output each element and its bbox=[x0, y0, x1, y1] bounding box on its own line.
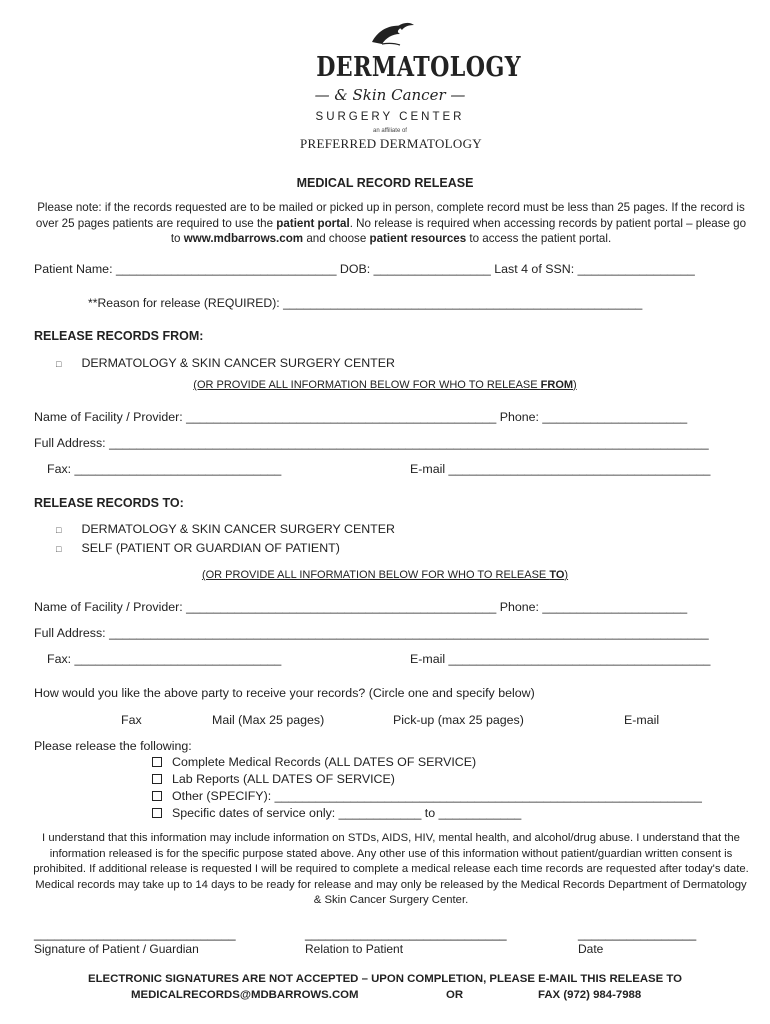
to-provide-note: (OR PROVIDE ALL INFORMATION BELOW FOR WHO TO RELEASE TO) bbox=[201, 569, 569, 581]
from-option-dscsc[interactable] bbox=[56, 356, 395, 370]
to-address-line[interactable]: Full Address: _______________________________________________________________________________________ bbox=[34, 626, 709, 640]
release-to-header: RELEASE RECORDS TO: bbox=[34, 496, 184, 510]
note-website: www.mdbarrows.com bbox=[183, 232, 304, 245]
to-option-label-1: DERMATOLOGY & SKIN CANCER SURGERY CENTER bbox=[81, 522, 395, 536]
footer-email[interactable]: MEDICALRECORDS@MDBARROWS.COM bbox=[131, 989, 359, 1001]
release-from-header: RELEASE RECORDS FROM: bbox=[34, 329, 204, 343]
note-patient-resources: patient resources bbox=[369, 232, 467, 245]
to-fax-line[interactable]: Fax: ______________________________ bbox=[47, 652, 282, 666]
note-text-1: Please note: if the records requested are to be mailed or picked up in person, complete record must be less than 25 pages. If the record is over 25 pages patients are required to use the bbox=[35, 201, 745, 230]
from-option-label: DERMATOLOGY & SKIN CANCER SURGERY CENTER bbox=[81, 356, 395, 370]
footer-fax: FAX (972) 984-7988 bbox=[538, 989, 642, 1001]
signature-line[interactable]: _____________________________ bbox=[34, 927, 236, 941]
logo bbox=[300, 12, 521, 151]
to-option-self[interactable] bbox=[56, 541, 340, 555]
release-item-other[interactable]: Other (SPECIFY): ______________________________________________________________ bbox=[152, 789, 702, 803]
footer-line-1: ELECTRONIC SIGNATURES ARE NOT ACCEPTED – UPON COMPLETION, PLEASE E-MAIL THIS RELEASE TO bbox=[87, 973, 683, 985]
to-facility-line[interactable]: Name of Facility / Provider: _____________________________________________ Phone: _____________________ bbox=[34, 600, 688, 614]
reason-line[interactable]: **Reason for release (REQUIRED): _____________________________________________________ bbox=[88, 296, 643, 310]
note-text-3: and choose bbox=[303, 232, 370, 245]
from-provide-note: (OR PROVIDE ALL INFORMATION BELOW FOR WHO TO RELEASE FROM) bbox=[193, 379, 577, 391]
logo-affiliate-text: an affiliate of bbox=[373, 128, 407, 134]
note-text-2: . No release is required when accessing records by patient portal – please go to bbox=[170, 216, 747, 245]
from-facility-line[interactable]: Name of Facility / Provider: _____________________________________________ Phone: _____________________ bbox=[34, 410, 688, 424]
checkbox-icon[interactable] bbox=[152, 808, 162, 818]
logo-preferred-text: PREFERRED DERMATOLOGY bbox=[300, 136, 482, 151]
footer-or: OR bbox=[446, 989, 464, 1001]
checkbox-icon[interactable] bbox=[152, 791, 162, 801]
date-line[interactable]: _________________ bbox=[578, 927, 697, 941]
date-label: Date bbox=[578, 942, 604, 956]
to-option-dscsc[interactable] bbox=[56, 522, 395, 536]
checkbox-icon[interactable] bbox=[152, 774, 162, 784]
checkbox-icon[interactable]: □ bbox=[56, 544, 62, 554]
patient-info-line[interactable]: Patient Name: ________________________________ DOB: _________________ Last 4 of SSN: _________________ bbox=[34, 262, 695, 276]
to-option-label-2: SELF (PATIENT OR GUARDIAN OF PATIENT) bbox=[81, 541, 340, 555]
receive-option-mail[interactable]: Mail (Max 25 pages) bbox=[212, 713, 325, 727]
release-label: Please release the following: bbox=[34, 739, 192, 753]
from-fax-line[interactable]: Fax: ______________________________ bbox=[47, 462, 282, 476]
receive-option-pickup[interactable]: Pick-up (max 25 pages) bbox=[393, 713, 524, 727]
release-item-complete[interactable]: Complete Medical Records (ALL DATES OF SERVICE) bbox=[152, 755, 476, 769]
checkbox-icon[interactable] bbox=[152, 757, 162, 767]
from-address-line[interactable]: Full Address: _______________________________________________________________________________________ bbox=[34, 436, 709, 450]
release-note bbox=[30, 200, 752, 247]
consent-paragraph: I understand that this information may include information on STDs, AIDS, HIV, mental health, and alcohol/drug abuse. I understand that the information released is for the specific purpose stated above. Any other use of this information without patient/guardian written consent is prohibited. If additional release is requested I will be required to complete a medical release each time records are requested after today's date. Medical records may take up to 14 days to be ready for release and may only be released by the Medical Records Department of Dermatology & Skin Cancer Surgery Center. bbox=[33, 832, 749, 906]
from-email-line[interactable]: E-mail ______________________________________ bbox=[410, 462, 711, 476]
checkbox-icon[interactable]: □ bbox=[56, 359, 62, 369]
relation-label: Relation to Patient bbox=[305, 942, 404, 956]
to-email-line[interactable]: E-mail ______________________________________ bbox=[410, 652, 711, 666]
release-item-dates[interactable]: Specific dates of service only: ____________ to ____________ bbox=[152, 806, 521, 820]
page-title: MEDICAL RECORD RELEASE bbox=[296, 176, 474, 190]
bird-logo-icon bbox=[300, 12, 480, 52]
logo-script-text: — & Skin Cancer — bbox=[314, 86, 466, 104]
note-patient-portal: patient portal bbox=[276, 216, 350, 230]
checkbox-icon[interactable]: □ bbox=[56, 525, 62, 535]
note-text-4: to access the patient portal. bbox=[466, 232, 612, 245]
release-item-lab[interactable]: Lab Reports (ALL DATES OF SERVICE) bbox=[152, 772, 395, 786]
receive-option-email[interactable]: E-mail bbox=[624, 713, 660, 727]
receive-question: How would you like the above party to receive your records? (Circle one and specify below) bbox=[34, 686, 535, 700]
relation-line[interactable]: _____________________________ bbox=[305, 927, 507, 941]
receive-option-fax[interactable]: Fax bbox=[121, 713, 142, 727]
logo-main-text: DERMATOLOGY bbox=[316, 52, 521, 83]
logo-surgery-text: SURGERY CENTER bbox=[315, 111, 465, 123]
signature-label: Signature of Patient / Guardian bbox=[34, 942, 199, 956]
